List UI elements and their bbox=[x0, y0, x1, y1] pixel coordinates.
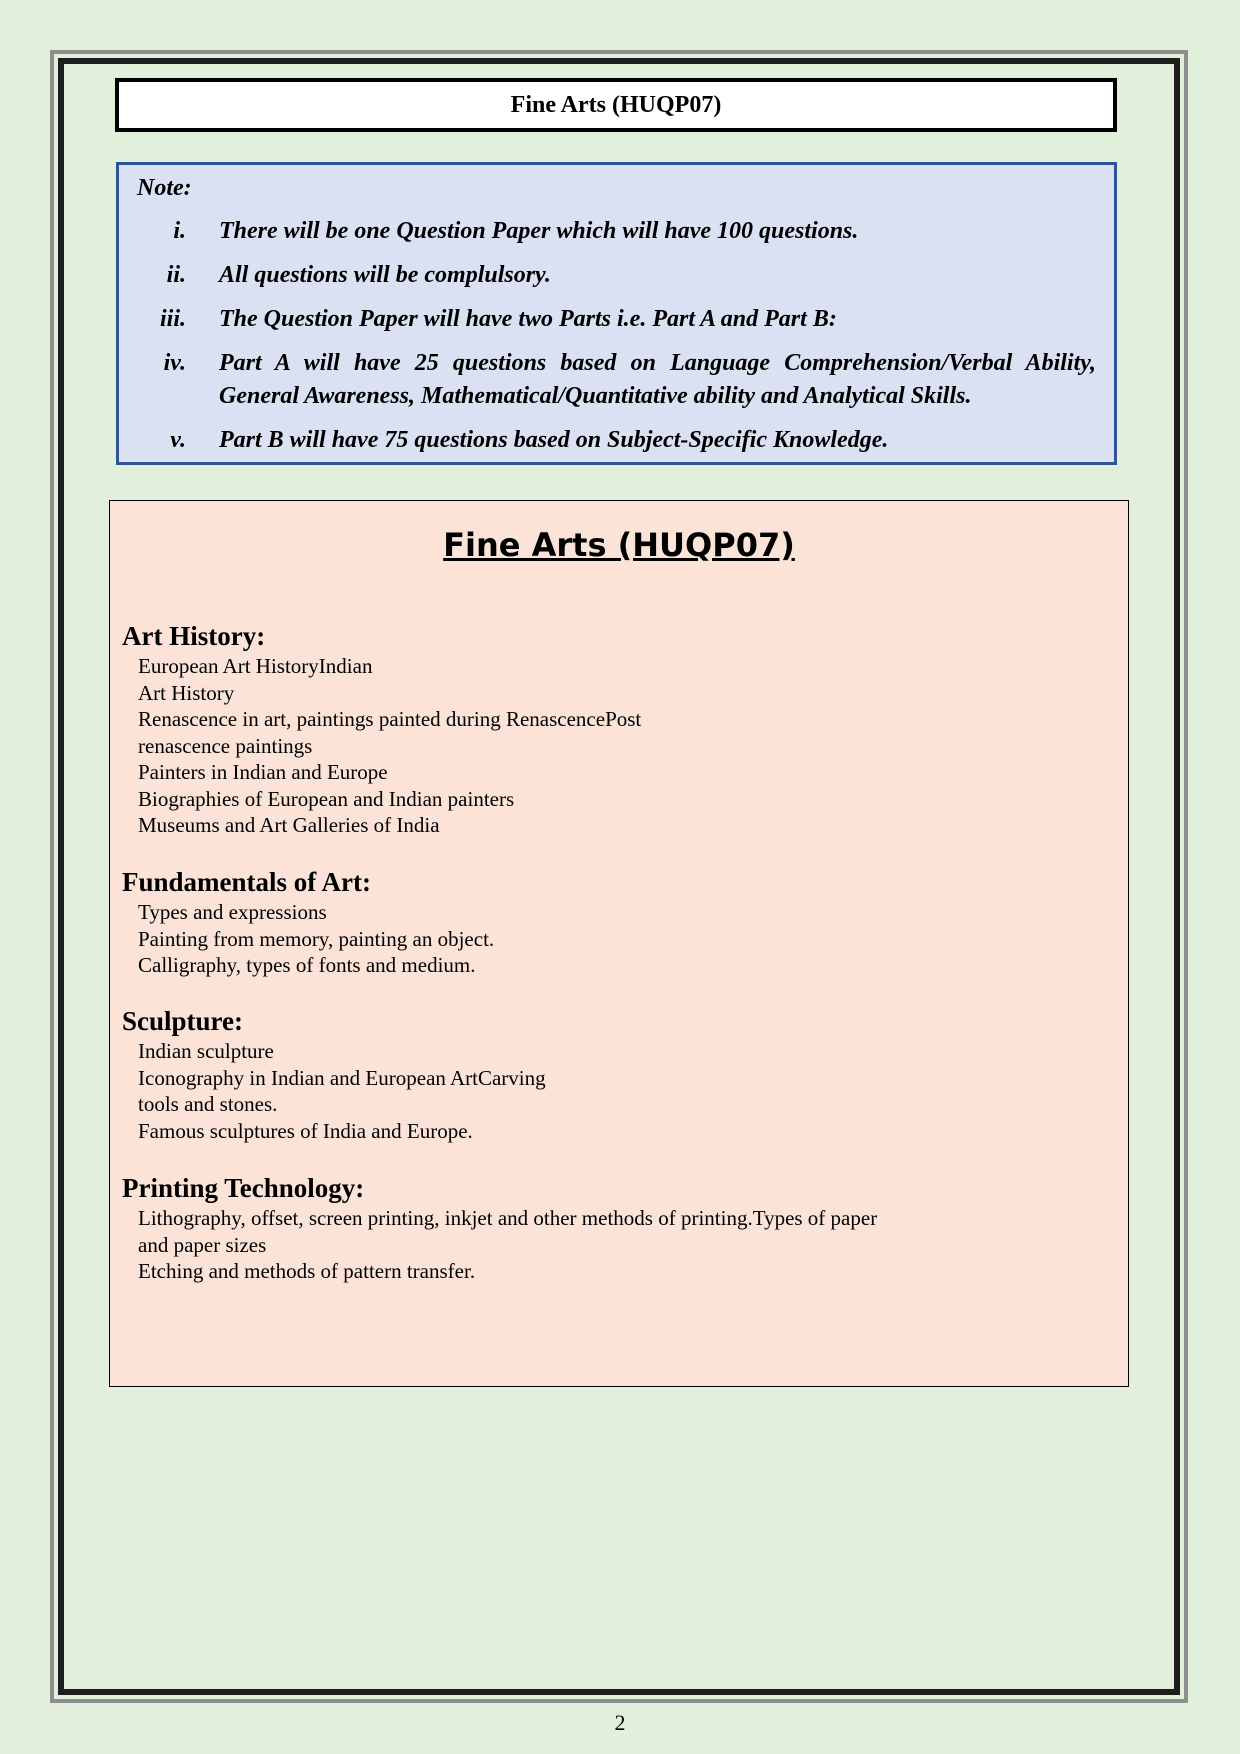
section-line: and paper sizes bbox=[138, 1232, 267, 1257]
note-item bbox=[119, 347, 1114, 413]
section-line: Biographies of European and Indian painters bbox=[138, 786, 515, 811]
syllabus-title: Fine Arts (HUQP07) bbox=[443, 526, 795, 564]
note-item-number: iii. bbox=[159, 306, 186, 332]
note-item bbox=[119, 303, 1114, 336]
syllabus-box bbox=[109, 500, 1129, 1387]
section-fundamentals bbox=[122, 865, 494, 979]
note-item-number: iv. bbox=[163, 350, 186, 376]
page-title: Fine Arts (HUQP07) bbox=[510, 91, 722, 118]
section-line: European Art HistoryIndian bbox=[138, 654, 373, 678]
section-line: Famous sculptures of India and Europe. bbox=[138, 1118, 473, 1143]
section-line: Calligraphy, types of fonts and medium. bbox=[138, 953, 476, 977]
section-heading: Sculpture: bbox=[122, 1006, 244, 1036]
section-line: Art History bbox=[138, 680, 235, 705]
note-item-text: There will be one Question Paper which will have 100 questions. bbox=[219, 218, 859, 244]
note-item-text: Part B will have 75 questions based on Subject-Specific Knowledge. bbox=[219, 427, 889, 453]
note-item bbox=[119, 259, 1114, 292]
note-item-number: v. bbox=[170, 427, 186, 453]
section-heading: Fundamentals of Art: bbox=[122, 867, 371, 897]
section-line: Museums and Art Galleries of India bbox=[138, 813, 440, 837]
section-line: Etching and methods of pattern transfer. bbox=[138, 1259, 476, 1283]
page-number: 2 bbox=[614, 1710, 626, 1735]
section-line: Indian sculpture bbox=[138, 1039, 274, 1063]
section-line: Iconography in Indian and European ArtCarving bbox=[138, 1065, 546, 1090]
section-line: Types and expressions bbox=[138, 900, 327, 924]
section-sculpture bbox=[122, 1004, 546, 1144]
note-item bbox=[119, 424, 1114, 457]
note-label: Note: bbox=[137, 175, 192, 201]
section-line: Renascence in art, paintings painted during RenascencePost bbox=[138, 707, 642, 731]
note-item-text: Part A will have 25 questions based on Language Comprehension/Verbal Ability, General Awareness, Mathematical/Quantitative ability and Analytical Skills. bbox=[219, 350, 1096, 409]
section-line: renascence paintings bbox=[138, 733, 313, 758]
note-item-text: All questions will be complulsory. bbox=[219, 262, 551, 288]
section-art-history bbox=[122, 619, 641, 839]
section-line: Painting from memory, painting an object. bbox=[138, 926, 495, 951]
page-title-box bbox=[115, 78, 1117, 132]
section-heading: Art History: bbox=[122, 621, 266, 651]
section-printing-technology bbox=[122, 1171, 877, 1285]
note-box bbox=[116, 162, 1117, 465]
note-item-text: The Question Paper will have two Parts i.e. Part A and Part B: bbox=[219, 306, 837, 332]
section-heading: Printing Technology: bbox=[122, 1173, 365, 1203]
section-line: Lithography, offset, screen printing, inkjet and other methods of printing.Types of paper bbox=[138, 1206, 878, 1230]
section-line: tools and stones. bbox=[138, 1092, 278, 1116]
note-item bbox=[119, 215, 1114, 248]
section-line: Painters in Indian and Europe bbox=[138, 760, 388, 784]
note-item-number: ii. bbox=[166, 262, 186, 288]
note-item-number: i. bbox=[173, 218, 186, 244]
note-list bbox=[119, 215, 1114, 468]
